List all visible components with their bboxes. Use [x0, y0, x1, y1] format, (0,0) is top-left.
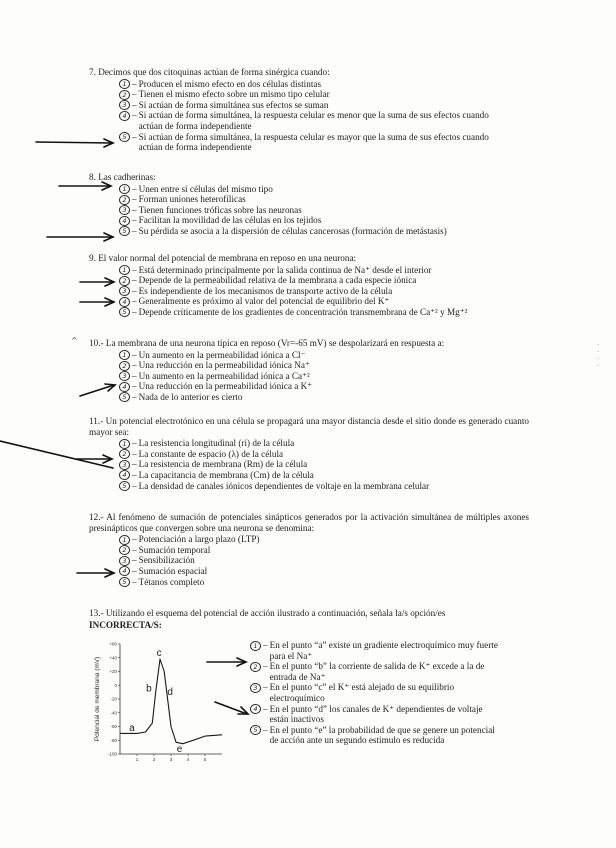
point-label: e [176, 744, 183, 756]
option-text: Está determinado principalmente por la salida continua de Na⁺ desde el interior [138, 264, 432, 275]
option-text-continued: entrada de Na⁺ [269, 671, 326, 682]
question-stem: 7. Decimos que dos citoquinas actúan de forma sinérgica cuando: [89, 67, 330, 77]
circled-number-icon: 5 [250, 725, 261, 735]
option-dash: – [132, 183, 137, 194]
margin-mark: ^ [71, 336, 78, 345]
circled-number-icon: 1 [119, 350, 130, 360]
x-tick-label: 1 [135, 757, 139, 762]
option-dash: – [132, 349, 137, 360]
margin-dots: · · · · [597, 341, 600, 370]
y-axis-label: Potencial de membrana (mV) [94, 656, 101, 742]
option-text: Forman uniones heterofílicas [138, 194, 246, 205]
circled-number-icon: 2 [119, 449, 130, 459]
circled-number-icon: 2 [119, 545, 130, 555]
option-text: En el punto “e” la probabilidad de que se genere un potencial [269, 724, 495, 735]
circled-number-icon: 2 [119, 276, 130, 286]
option-text: Potenciación a largo plazo (LTP) [138, 534, 260, 545]
circled-number-icon: 4 [119, 470, 130, 480]
option-text: Una reducción en la permeabilidad iónica a K⁺ [138, 381, 313, 392]
option-dash: – [132, 370, 137, 381]
circled-number-icon: 3 [250, 683, 261, 693]
option-dash: – [132, 381, 137, 392]
option-dash: – [132, 438, 137, 449]
option-dash: – [132, 225, 137, 236]
circled-number-icon: 4 [119, 111, 130, 121]
option-dash: – [263, 703, 268, 714]
circled-number-icon: 5 [119, 132, 130, 142]
option-text: Generalmente es próximo al valor del potencial de equilibrio del K⁺ [138, 296, 390, 307]
circled-number-icon: 1 [119, 265, 130, 275]
circled-number-icon: 2 [119, 195, 130, 205]
option-text: Una reducción en la permeabilidad iónica Na⁺ [138, 360, 310, 371]
option-text: Facilitan la movilidad de las células en los tejidos [138, 215, 322, 226]
option-text-continued: actúan de forma independiente [138, 120, 252, 131]
option-text: Su pérdida se asocia a la dispersión de células cancerosas (formación de metástasis) [138, 225, 447, 236]
point-label: d [167, 687, 173, 699]
option-text: Un aumento en la permeabilidad iónica a Ca⁺² [138, 370, 310, 381]
y-tick-label: 0 [114, 682, 117, 688]
question-stem: 13.- Utilizando el esquema del potencial de acción ilustrado a continuación, señala la/s opción/es [89, 608, 446, 618]
option-text: Un aumento en la permeabilidad iónica a Cl⁻ [138, 349, 306, 360]
option-text: Sensibilización [138, 555, 195, 566]
option-dash: – [132, 194, 137, 205]
x-tick-label: 2 [152, 757, 156, 762]
option-text: Si actúan de forma simultánea sus efectos se suman [138, 99, 329, 110]
circled-number-icon: 5 [119, 307, 130, 317]
option-dash: – [132, 131, 137, 142]
option-dash: – [132, 469, 137, 480]
option-dash: – [132, 78, 137, 89]
x-tick-label: 4 [186, 757, 190, 762]
x-tick-label: 5 [203, 757, 207, 762]
circled-number-icon: 2 [119, 90, 130, 100]
circled-number-icon: 4 [119, 566, 130, 576]
option-text: En el punto “b” la corriente de salida de K⁺ excede a la de [269, 661, 485, 672]
circled-number-icon: 4 [119, 382, 130, 392]
option-dash: – [263, 682, 268, 693]
y-tick-label: +60 [109, 641, 117, 647]
circled-number-icon: 1 [119, 184, 130, 194]
circled-number-icon: 1 [119, 535, 130, 545]
option-text: En el punto “d” los canales de K⁺ dependientes de voltaje [269, 703, 483, 714]
point-label: b [146, 683, 152, 695]
option-text: La capacitancia de membrana (Cm) de la célula [138, 469, 314, 480]
option-dash: – [132, 296, 137, 307]
option-text-continued: actúan de forma independiente [138, 142, 252, 153]
option-text-continued: para el Na⁺ [269, 650, 313, 661]
option-text: Tienen funciones tróficas sobre las neuronas [138, 204, 302, 215]
option-text: Depende de la permeabilidad relativa de la membrana a cada especie iónica [138, 275, 417, 286]
question-stem-bold: INCORRECTA/S: [89, 619, 162, 630]
circled-number-icon: 3 [119, 460, 130, 470]
question-stem: 12.- Al fenómeno de sumación de potenciales sinápticos generados por la activación simultánea de múltiples axones presinápticos que convergen sobre una neurona se denomina: [89, 512, 529, 533]
option-dash: – [132, 275, 137, 286]
option-dash: – [132, 576, 137, 587]
option-text: La resistencia longitudinal (ri) de la célula [138, 438, 295, 449]
option-text: Si actúan de forma simultánea, la respuesta celular es menor que la suma de sus efectos cuando [138, 110, 489, 121]
option-text: Nada de lo anterior es cierto [138, 391, 243, 402]
circled-number-icon: 2 [119, 361, 130, 371]
point-label: c [156, 647, 162, 659]
circled-number-icon: 4 [119, 297, 130, 307]
circled-number-icon: 3 [119, 286, 130, 296]
option-dash: – [132, 459, 137, 470]
option-text: En el punto “c” el K⁺ está alejado de su equilibrio [269, 682, 455, 693]
option-text: Depende críticamente de los gradientes de concentración transmembrana de Ca⁺² y Mg⁺² [138, 306, 468, 317]
circled-number-icon: 2 [250, 662, 261, 672]
x-tick-label: 3 [169, 757, 173, 762]
option-text: Tienen el mismo efecto sobre un mismo tipo celular [138, 89, 330, 100]
circled-number-icon: 1 [119, 79, 130, 89]
circled-number-icon: 3 [119, 100, 130, 110]
option-dash: – [132, 360, 137, 371]
option-dash: – [132, 215, 137, 226]
option-text: La densidad de canales iónicos dependientes de voltaje en la membrana celular [138, 480, 430, 491]
question-stem: 9. El valor normal del potencial de membrana en reposo en una neurona: [89, 253, 357, 263]
option-text: Unen entre sí células del mismo tipo [138, 183, 273, 194]
circled-number-icon: 4 [119, 216, 130, 226]
option-text: Es independiente de los mecanismos de transporte activo de la célula [138, 285, 393, 296]
arrow-icon [36, 142, 112, 143]
option-text: Sumación temporal [138, 544, 211, 555]
option-text-continued: están inactivos [269, 714, 324, 725]
circled-number-icon: 5 [119, 392, 130, 402]
option-dash: – [132, 534, 137, 545]
circled-number-icon: 3 [119, 205, 130, 215]
y-tick-label: +40 [109, 655, 117, 661]
option-dash: – [132, 110, 137, 121]
y-tick-label: -100 [107, 751, 117, 757]
y-tick-label: +20 [109, 669, 117, 675]
option-text: La resistencia de membrana (Rm) de la célula [138, 459, 308, 470]
option-dash: – [132, 99, 137, 110]
y-tick-label: -20 [110, 696, 117, 702]
option-text: La constante de espacio (λ) de la célula [138, 448, 284, 459]
question-stem: 10.- La membrana de una neurona típica en reposo (Vr=-65 mV) se despolarizará en respuesta a: [89, 338, 445, 348]
circled-number-icon: 5 [119, 481, 130, 491]
option-dash: – [132, 448, 137, 459]
circled-number-icon: 5 [119, 577, 130, 587]
option-text: En el punto “a” existe un gradiente electroquímico muy fuerte [269, 640, 498, 650]
question-stem: 8. Las cadherinas: [89, 172, 156, 182]
option-dash: – [132, 480, 137, 491]
option-dash: – [132, 285, 137, 296]
arrow-icon [0, 441, 113, 468]
circled-number-icon: 4 [250, 704, 261, 714]
option-dash: – [132, 391, 137, 402]
option-dash: – [132, 544, 137, 555]
option-dash: – [132, 264, 137, 275]
option-text: Si actúan de forma simultánea, la respuesta celular es mayor que la suma de sus efectos cuando [138, 131, 489, 142]
circled-number-icon: 1 [250, 641, 261, 651]
circled-number-icon: 3 [119, 371, 130, 381]
question-stem: 11.- Un potencial electrotónico en una célula se propagará una mayor distancia desde el sitio donde es generado cuanto mayor sea: [89, 416, 529, 437]
option-dash: – [132, 555, 137, 566]
option-text: Producen el mismo efecto en dos células distintas [138, 78, 322, 89]
y-tick-label: -40 [110, 710, 117, 716]
option-dash: – [263, 724, 268, 735]
option-text: Tétanos completo [138, 576, 205, 587]
circled-number-icon: 1 [119, 439, 130, 449]
option-dash: – [132, 306, 137, 317]
y-tick-label: -80 [110, 737, 117, 743]
circled-number-icon: 3 [119, 556, 130, 566]
option-dash: – [263, 640, 268, 650]
option-text-continued: electroquímico [269, 692, 325, 703]
option-text: Sumación espacial [138, 565, 208, 576]
option-dash: – [132, 204, 137, 215]
option-dash: – [132, 89, 137, 100]
option-text-continued: de acción ante un segundo estímulo es reducida [269, 735, 445, 746]
option-dash: – [132, 565, 137, 576]
point-label: a [129, 722, 135, 734]
y-tick-label: -60 [110, 724, 117, 730]
option-dash: – [263, 661, 268, 672]
circled-number-icon: 5 [119, 226, 130, 236]
